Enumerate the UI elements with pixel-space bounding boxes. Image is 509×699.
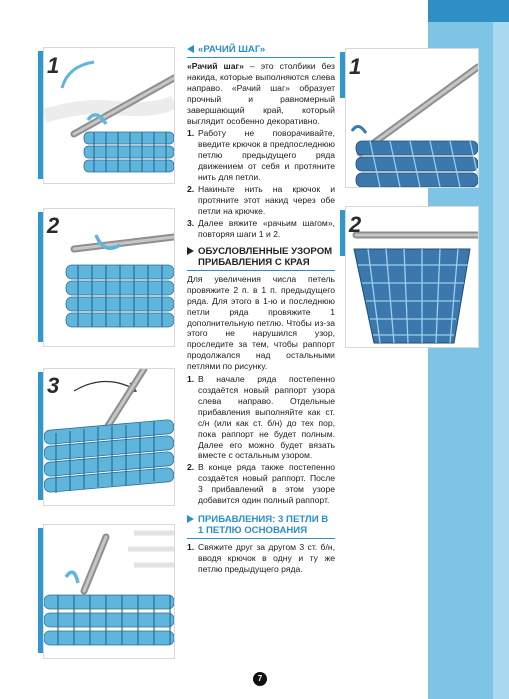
step-number: 3 [47,373,60,398]
triangle-right-icon [187,247,194,255]
step-number: 2 [47,213,60,238]
decorative-band-edge [493,22,509,699]
step-number: 2 [349,212,362,237]
crochet-photo [346,49,478,187]
triangle-left-icon [187,45,194,53]
heading-rule [187,57,335,58]
list-item: 3. Далее вяжите «рачьим шагом», повторяя шаги 1 и 2. [187,217,335,239]
heading-rule [187,270,335,271]
list-item: 2. Накиньте нить на крючок и протяните этот накид через обе петли на крючке. [187,183,335,216]
photo-step-2-left [43,208,175,347]
decorative-band-top [428,0,509,22]
section-intro: «Рачий шаг» – это столбики без накида, которые выполняются слева направо. «Рачий шаг» образует прочный и равномерный завершающий край, который выглядит особенно декоративно. [187,61,335,126]
list-item: 2. В конце ряда также постепенно создаётся новый раппорт. После 3 прибавлений в этом узоре добавится один полный раппорт. [187,462,335,506]
crochet-photo [346,207,478,347]
crochet-photo [44,369,174,505]
photo-step-1-left [43,47,175,184]
crochet-photo [44,525,174,658]
crochet-photo [44,209,174,346]
section-heading-crab-stitch: «РАЧИЙ ШАГ» [187,44,335,55]
steps-list [187,542,335,575]
photo-step-2-right [345,206,479,348]
list-item: 1. Свяжите друг за другом 3 ст. б/н, вводя крючок в одну и ту же петлю предыдущего ряда. [187,542,335,575]
section-heading-increases: ОБУСЛОВЛЕННЫЕ УЗОРОМ ПРИБАВЛЕНИЯ С КРАЯ [187,246,335,268]
text-column [187,44,335,576]
triangle-right-icon [187,515,194,523]
section-intro: Для увеличения числа петель провяжите 2 п. в 1 п. предыдущего ряда. Для этого в 1-ю и последнюю петли ряда провяжите 1 дополнительную петлю. Чтобы из-за этого не нарушился узор, проследите за тем, чтобы раппорт продолжался над остальными петлями по рисунку. [187,273,335,372]
page-number: 7 [253,672,267,686]
section-heading-three-in-one: ПРИБАВЛЕНИЯ: 3 ПЕТЛИ В 1 ПЕТЛЮ ОСНОВАНИЯ [187,514,335,536]
photo-step-4-left [43,524,175,659]
step-number: 1 [47,53,60,78]
step-number: 1 [349,54,362,79]
crochet-photo [44,48,174,183]
steps-list [187,374,335,506]
steps-list [187,128,335,239]
list-item: 1. Работу не поворачивайте, введите крючок в предпоследнюю петлю предыдущего ряда движением от себя и протяните нить для петли. [187,128,335,183]
list-item: 1. В начале ряда постепенно создаётся новый раппорт узора слева направо. Отдельные прибавления выполняйте как ст. с/н (или как ст. б/н) до тех пор, пока раппорт не будет полным. Далее его можно будет вязать вместе с остальным узором. [187,374,335,461]
photo-step-3-left [43,368,175,506]
heading-rule [187,538,335,539]
photo-step-1-right [345,48,479,188]
